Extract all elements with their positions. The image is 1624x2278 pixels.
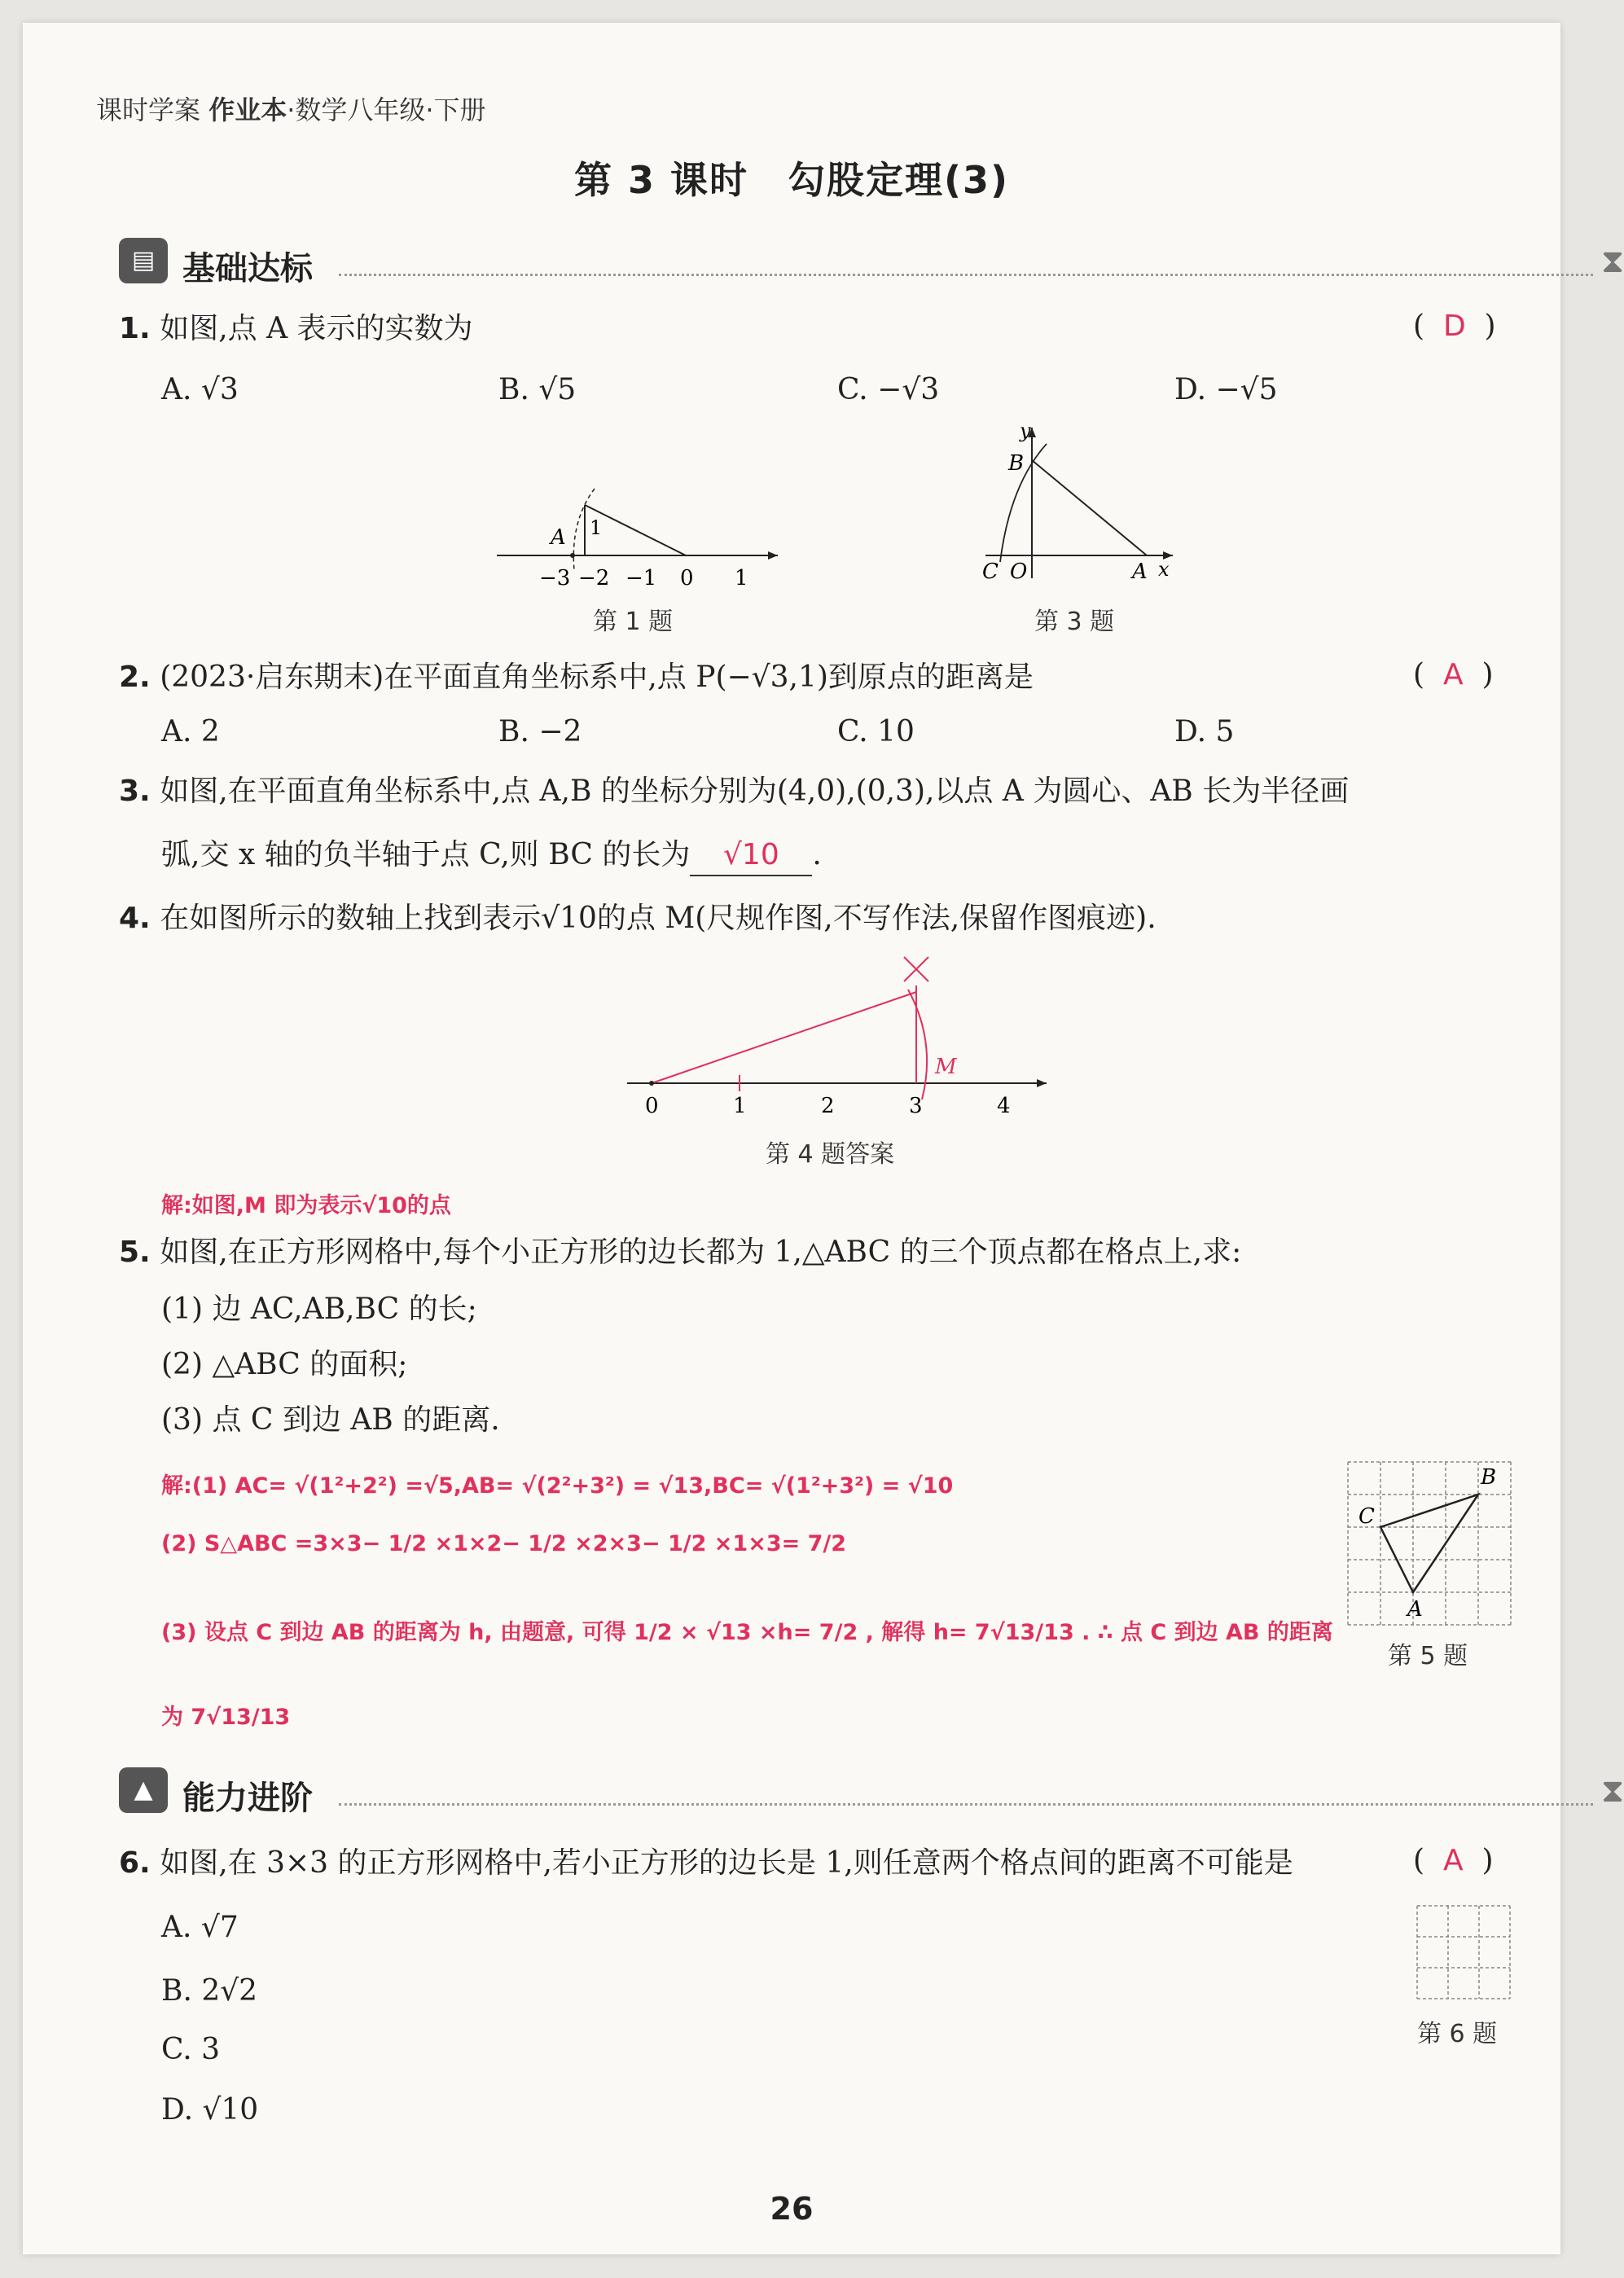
solution-4: 解:如图,M 即为表示√10的点 [161,1193,451,1218]
question-3-line2: 弧,交 x 轴的负半轴于点 C,则 BC 的长为 √10 . [161,836,822,876]
part-3: (3) 点 C 到边 AB 的距离. [161,1403,500,1437]
option-c: C. 3 [161,2033,221,2066]
question-5: 5. 如图,在正方形网格中,每个小正方形的边长都为 1,△ABC 的三个顶点都在格点上,求: [119,1236,1242,1269]
segment-ab [1032,460,1147,555]
label-c: C [1358,1504,1375,1529]
rocket-icon: ▲ [119,1767,168,1813]
section-advanced [119,1767,1624,1819]
label-a: A [1132,560,1148,584]
part-2: (2) △ABC 的面积; [161,1348,408,1381]
option-a: A. √7 [161,1911,239,1944]
label-b: B [1481,1465,1497,1490]
book-icon: ▤ [119,238,168,283]
answer: D [1442,309,1466,343]
tick-label: 2 [821,1094,835,1118]
point-a [570,553,575,558]
figure-6-caption: 第 6 题 [1417,2020,1498,2048]
tick-label: −3 [539,566,571,590]
tick-label: −1 [625,566,657,590]
option-b: B. −2 [498,715,582,748]
label-m: M [935,1055,957,1079]
figure-3 [969,419,1181,590]
answer: √10 [722,838,779,871]
answer: A [1442,658,1464,691]
origin [649,1081,654,1086]
question-4: 4. 在如图所示的数轴上找到表示√10的点 M(尺规作图,不写作法,保留作图痕迹). [119,902,1157,935]
page-title: 第 3 课时 勾股定理(3) [573,158,1010,202]
question-stem: 如图,在正方形网格中,每个小正方形的边长都为 1,△ABC 的三个顶点都在格点上,求: [160,1236,1242,1269]
tick-label: −2 [578,566,610,590]
axis-arrow [768,551,778,560]
solution-5-3: (3) 设点 C 到边 AB 的距离为 h, 由题意, 可得 1/2 × √13 ×h= 7/2 , 解得 h= 7√13/13 . ∴ 点 C 到边 AB 的距离 [161,1620,1333,1645]
question-stem: 如图,在 3×3 的正方形网格中,若小正方形的边长是 1,则任意两个格点间的距离不可能是 [160,1846,1293,1880]
tick-label: 1 [735,566,748,590]
construction-line [652,992,916,1083]
section-title: 基础达标 [182,250,313,287]
question-stem: 如图,在平面直角坐标系中,点 A,B 的坐标分别为(4,0),(0,3),以点 A 为圆心、AB 长为半径画 [160,775,1350,808]
section-basic [119,238,1624,290]
figure-5-caption: 第 5 题 [1388,1642,1468,1670]
solution-5-4: 为 7√13/13 [161,1705,291,1730]
label-o: O [1010,560,1028,584]
hourglass-icon: ⧗ [1601,1772,1624,1810]
label-a: A [1407,1597,1423,1622]
label-unit: 1 [590,516,603,539]
answer-bracket: ( A ) [1413,658,1494,691]
intersection-mark [904,957,928,981]
option-d: D. 5 [1174,715,1235,748]
option-d: D. −√5 [1174,373,1278,406]
option-b: B. 2√2 [161,1974,258,2008]
triangle-abc [1380,1495,1478,1592]
question-6: 6. 如图,在 3×3 的正方形网格中,若小正方形的边长是 1,则任意两个格点间的距离不可能是 [119,1846,1293,1880]
tick-label: 1 [733,1094,747,1118]
figure-1-caption: 第 1 题 [593,608,674,636]
section-title: 能力进阶 [182,1780,313,1817]
solution-5-2: (2) S△ABC =3×3− 1/2 ×1×2− 1/2 ×2×3− 1/2 ×1×3= 7/2 [161,1531,847,1556]
question-stem: 在如图所示的数轴上找到表示√10的点 M(尺规作图,不写作法,保留作图痕迹). [160,902,1157,935]
figure-6 [1413,1902,1515,2004]
answer-bracket: ( A ) [1413,1844,1494,1877]
tick-label: 3 [909,1094,923,1118]
series-name: 作业本 [208,94,287,125]
answer: A [1442,1844,1464,1877]
divider [339,1803,1593,1806]
tick-label: 4 [997,1094,1011,1118]
option-c: C. −√3 [837,373,940,406]
figure-4-caption: 第 4 题答案 [766,1140,895,1169]
tick-label: 0 [645,1094,659,1118]
x-label: x [1158,558,1170,581]
answer-bracket: ( D ) [1413,309,1496,343]
figure-5 [1344,1458,1515,1629]
tick-label: 0 [680,566,694,590]
part-1: (1) 边 AC,AB,BC 的长; [161,1293,477,1326]
option-b: B. √5 [498,373,577,406]
figure-4 [619,953,1059,1116]
option-a: A. 2 [161,715,220,748]
page-number: 26 [770,2191,814,2227]
option-d: D. √10 [161,2093,259,2127]
solution-5-1: 解:(1) AC= √(1²+2²) =√5,AB= √(2²+3²) = √13,BC= √(1²+3²) = √10 [161,1473,954,1499]
question-stem: 如图,点 A 表示的实数为 [160,312,473,345]
axis-arrow [1037,1079,1047,1087]
grade-label: ·数学八年级·下册 [287,94,486,125]
question-1: 1. 如图,点 A 表示的实数为 [119,312,473,345]
y-label: y [1020,419,1031,442]
figure-3-caption: 第 3 题 [1034,608,1115,636]
label-c: C [982,560,999,584]
running-header [96,90,486,127]
figure-1 [489,472,790,595]
question-stem: (2023·启东期末)在平面直角坐标系中,点 P(−√3,1)到原点的距离是 [160,661,1034,694]
label-a: A [551,525,566,550]
hourglass-icon: ⧗ [1601,243,1624,280]
label-b: B [1008,451,1025,476]
question-3: 3. 如图,在平面直角坐标系中,点 A,B 的坐标分别为(4,0),(0,3),以点 A 为圆心、AB 长为半径画 [119,775,1350,808]
option-c: C. 10 [837,715,915,748]
question-2: 2. (2023·启东期末)在平面直角坐标系中,点 P(−√3,1)到原点的距离是 [119,661,1034,694]
grid [1417,1906,1510,1999]
book-name: 课时学案 [96,94,201,125]
divider [339,274,1593,276]
option-a: A. √3 [161,373,239,406]
